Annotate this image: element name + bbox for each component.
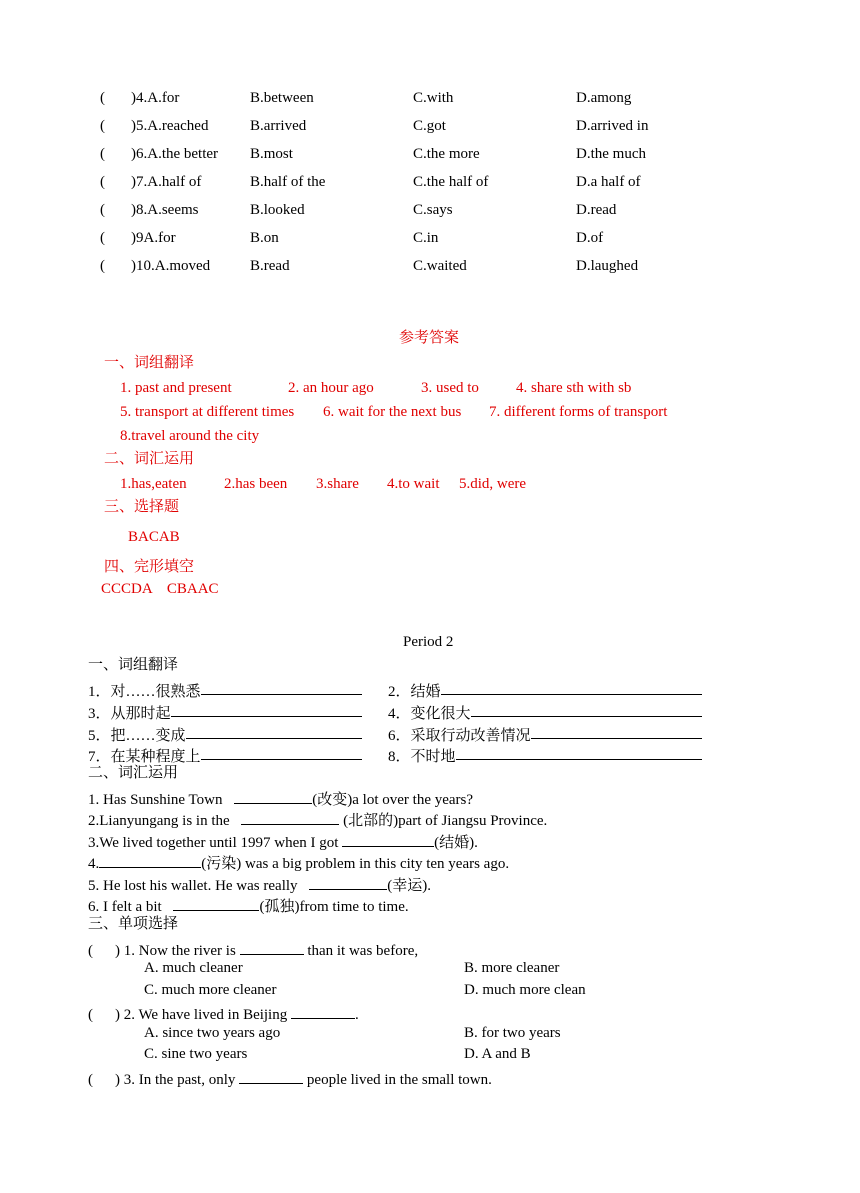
vocab-stem-pre: 6. I felt a bit: [88, 899, 166, 915]
paren-open: (: [88, 1072, 93, 1088]
vocab-stem-post: (北部的)part of Jiangsu Province.: [339, 813, 548, 829]
answer-2-1: 1.has,eaten: [120, 476, 187, 492]
answer-blank[interactable]: [441, 680, 702, 695]
vocab-stem-pre: 5. He lost his wallet. He was really: [88, 878, 302, 894]
answer-4: CCCDA CBAAC: [101, 581, 219, 597]
paren-open: (: [100, 174, 105, 190]
cloze-option-row: [0, 146, 860, 166]
answer-1-3: 3. used to: [421, 380, 479, 396]
option-1b: B. more cleaner: [464, 960, 560, 976]
translation-prompt: 3．从那时起: [88, 706, 171, 722]
section-3-heading: 三、单项选择: [88, 916, 179, 932]
vocab-stem-pre: 3.We lived together until 1997 when I got: [88, 835, 343, 851]
paren-open: (: [100, 202, 105, 218]
option-a: )4.A.for: [131, 90, 180, 106]
translation-prompt: 4．变化很大: [388, 706, 471, 722]
answer-1-8: 8.travel around the city: [120, 428, 260, 444]
option-a: )10.A.moved: [131, 258, 211, 274]
option-c: C.got: [413, 118, 446, 134]
answer-blank[interactable]: [342, 832, 434, 847]
paren-open: (: [100, 230, 105, 246]
question-1: [88, 940, 418, 959]
answer-blank[interactable]: [186, 724, 362, 739]
option-d: D.of: [576, 230, 604, 246]
option-c: C.with: [413, 90, 454, 106]
question-3-stem-post: people lived in the small town.: [303, 1072, 492, 1088]
option-a: )7.A.half of: [131, 174, 202, 190]
option-1a: A. much cleaner: [144, 960, 243, 976]
option-b: B.on: [250, 230, 279, 246]
question-2-stem-pre: ) 2. We have lived in Beijing: [115, 1007, 291, 1023]
paren-open: (: [88, 943, 93, 959]
vocab-stem-post: (结婚).: [434, 835, 478, 851]
answer-blank[interactable]: [471, 702, 702, 717]
section-2-heading: 二、词汇运用: [88, 765, 179, 781]
translation-prompt: 7．在某种程度上: [88, 749, 201, 765]
answer-blank[interactable]: [171, 702, 362, 717]
question-3-stem-pre: ) 3. In the past, only: [115, 1072, 240, 1088]
translation-row: [0, 724, 860, 744]
vocab-question: [88, 853, 509, 872]
vocab-question: [88, 810, 547, 829]
answer-blank[interactable]: [456, 745, 702, 760]
answer-2-2: 2.has been: [224, 476, 288, 492]
section-1-heading: 一、词组翻译: [88, 657, 179, 673]
answer-blank[interactable]: [240, 940, 304, 955]
answer-blank[interactable]: [241, 810, 339, 825]
option-2b: B. for two years: [464, 1025, 561, 1041]
option-d: D.read: [576, 202, 617, 218]
cloze-option-row: [0, 174, 860, 194]
vocab-stem-post: (幸运).: [387, 878, 432, 894]
vocab-stem-pre: 2.Lianyungang is in the: [88, 813, 234, 829]
paren-open: (: [88, 1007, 93, 1023]
option-c: C.the half of: [413, 174, 489, 190]
answer-2-5: 5.did, were: [459, 476, 527, 492]
paren-open: (: [100, 146, 105, 162]
answer-2-4: 4.to wait: [387, 476, 440, 492]
option-2c: C. sine two years: [144, 1046, 248, 1062]
translation-prompt: 1．对……很熟悉: [88, 684, 201, 700]
translation-row: [0, 702, 860, 722]
option-1d: D. much more clean: [464, 982, 586, 998]
answer-blank[interactable]: [234, 789, 312, 804]
answer-1-1: 1. past and present: [120, 380, 232, 396]
option-b: B.looked: [250, 202, 305, 218]
option-d: D.laughed: [576, 258, 639, 274]
answers-section-2-heading: 二、词汇运用: [104, 451, 195, 467]
option-c: C.says: [413, 202, 453, 218]
option-d: D.a half of: [576, 174, 641, 190]
vocab-stem-post: (污染) was a big problem in this city ten years ago.: [201, 856, 510, 872]
option-b: B.between: [250, 90, 314, 106]
cloze-option-row: [0, 258, 860, 278]
cloze-option-row: [0, 118, 860, 138]
option-c: C.the more: [413, 146, 480, 162]
option-a: )8.A.seems: [131, 202, 199, 218]
option-b: B.read: [250, 258, 290, 274]
answer-blank[interactable]: [239, 1069, 303, 1084]
answer-2-3: 3.share: [316, 476, 359, 492]
answer-blank[interactable]: [99, 853, 201, 868]
vocab-question: [88, 875, 431, 894]
paren-open: (: [100, 258, 105, 274]
answer-1-6: 6. wait for the next bus: [323, 404, 462, 420]
option-a: )9A.for: [131, 230, 176, 246]
answer-blank[interactable]: [291, 1004, 355, 1019]
answer-blank[interactable]: [201, 680, 362, 695]
option-c: C.waited: [413, 258, 467, 274]
translation-row: [0, 745, 860, 765]
answers-section-3-heading: 三、选择题: [104, 499, 180, 515]
option-2d: D. A and B: [464, 1046, 531, 1062]
question-2-stem-post: .: [354, 1007, 359, 1023]
vocab-question: [88, 896, 409, 915]
question-1-stem-pre: ) 1. Now the river is: [115, 943, 240, 959]
paren-open: (: [100, 118, 105, 134]
answer-blank[interactable]: [531, 724, 702, 739]
option-d: D.the much: [576, 146, 646, 162]
translation-prompt: 2．结婚: [388, 684, 441, 700]
option-d: D.arrived in: [576, 118, 649, 134]
answer-blank[interactable]: [201, 745, 362, 760]
vocab-question: [88, 789, 473, 808]
option-b: B.half of the: [250, 174, 326, 190]
question-2: [88, 1004, 359, 1023]
answer-1-2: 2. an hour ago: [288, 380, 374, 396]
answers-section-4-heading: 四、完形填空: [104, 559, 195, 575]
option-c: C.in: [413, 230, 439, 246]
translation-row: [0, 680, 860, 700]
vocab-stem-pre: 1. Has Sunshine Town: [88, 792, 227, 808]
translation-prompt: 5．把……变成: [88, 728, 186, 744]
option-b: B.most: [250, 146, 293, 162]
question-3: [88, 1069, 492, 1088]
question-1-stem-post: than it was before,: [303, 943, 419, 959]
option-a: )6.A.the better: [131, 146, 219, 162]
answers-title: 参考答案: [399, 330, 460, 346]
option-d: D.among: [576, 90, 632, 106]
answer-1-4: 4. share sth with sb: [516, 380, 632, 396]
option-b: B.arrived: [250, 118, 307, 134]
answer-3: BACAB: [128, 529, 180, 545]
cloze-option-row: [0, 202, 860, 222]
answer-blank[interactable]: [173, 896, 259, 911]
vocab-question: [88, 832, 478, 851]
answer-1-5: 5. transport at different times: [120, 404, 295, 420]
answer-blank[interactable]: [309, 875, 387, 890]
vocab-stem-post: (孤独)from time to time.: [259, 899, 409, 915]
cloze-option-row: [0, 230, 860, 250]
answer-1-7: 7. different forms of transport: [489, 404, 668, 420]
translation-prompt: 8．不时地: [388, 749, 456, 765]
paren-open: (: [100, 90, 105, 106]
period-title: Period 2: [403, 634, 454, 650]
option-2a: A. since two years ago: [144, 1025, 281, 1041]
cloze-option-row: [0, 90, 860, 110]
option-a: )5.A.reached: [131, 118, 209, 134]
vocab-stem-post: (改变)a lot over the years?: [312, 792, 474, 808]
option-1c: C. much more cleaner: [144, 982, 277, 998]
vocab-stem-pre: 4.: [88, 856, 100, 872]
translation-prompt: 6．采取行动改善情况: [388, 728, 531, 744]
answers-section-1-heading: 一、词组翻译: [104, 355, 195, 371]
